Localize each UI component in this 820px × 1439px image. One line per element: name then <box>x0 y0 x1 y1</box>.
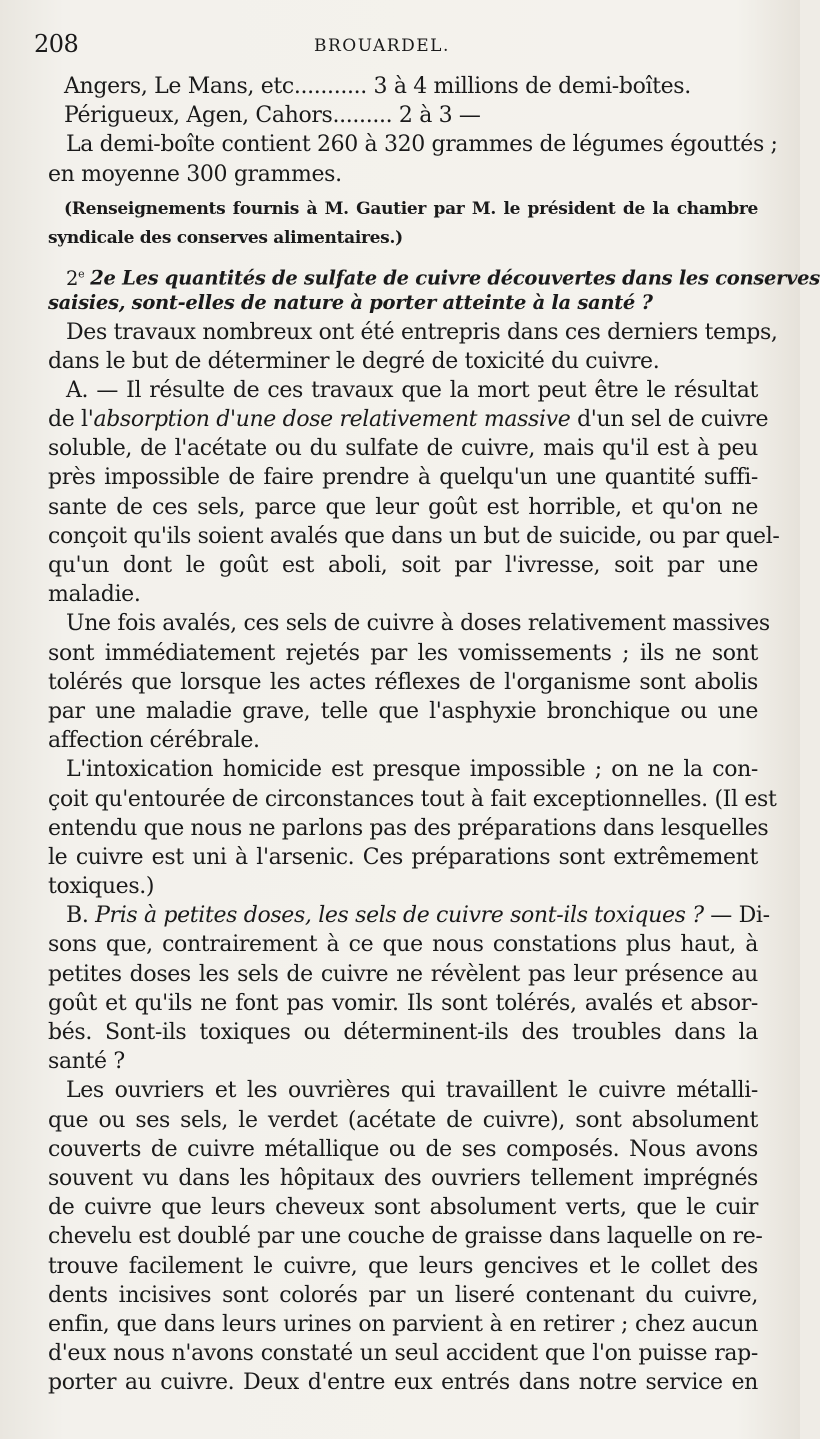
text-line: santé ? <box>48 1049 125 1075</box>
text-line: Des travaux nombreux ont été entrepris dans ces derniers temps, <box>66 319 778 345</box>
text-line: goût et qu'ils ne font pas vomir. Ils sont tolérés, avalés et absor- <box>48 990 758 1016</box>
page-header <box>34 30 770 60</box>
text-line: le cuivre est uni à l'arsenic. Ces préparations sont extrêmement <box>48 844 758 870</box>
text-line: couverts de cuivre métallique ou de ses composés. Nous avons <box>48 1136 758 1162</box>
source-note-line: syndicale des conserves alimentaires.) <box>48 227 403 248</box>
text-line: dans le but de déterminer le degré de toxicité du cuivre. <box>48 348 660 374</box>
body-text <box>48 72 820 1397</box>
text-line: porter au cuivre. Deux d'entre eux entrés dans notre service en <box>48 1370 758 1396</box>
text-line: conçoit qu'ils soient avalés que dans un but de suicide, ou par quel- <box>48 523 780 549</box>
text-line: bés. Sont-ils toxiques ou déterminent-ils des troubles dans la <box>48 1020 758 1045</box>
text-line: sont immédiatement rejetés par les vomissements ; ils ne sont <box>48 640 758 666</box>
production-row-perigueux: Périgueux, Agen, Cahors......... 2 à 3 — <box>64 103 481 129</box>
running-head: BROUARDEL. <box>314 36 450 56</box>
text-line: A. — Il résulte de ces travaux que la mort peut être le résultat <box>66 377 758 403</box>
text-run: B. <box>66 903 96 929</box>
text-line: d'eux nous n'avons constaté un seul accident que l'on puisse rap- <box>48 1341 758 1367</box>
text-line: L'intoxication homicide est presque impossible ; on ne la con- <box>66 757 758 783</box>
section-heading-line <box>48 259 820 290</box>
text-line: près impossible de faire prendre à quelqu'un une quantité suffi- <box>48 465 758 491</box>
text-line: entendu que nous ne parlons pas des préparations dans lesquelles <box>48 815 769 841</box>
text-line-mixed <box>48 901 770 930</box>
text-run: de l' <box>48 407 94 433</box>
text-line: de cuivre que leurs cheveux sont absolument verts, que le cuir <box>48 1195 758 1221</box>
text-line: toxiques.) <box>48 874 155 900</box>
italic-run: absorption d'une dose relativement massive <box>93 407 571 433</box>
page-number: 208 <box>34 30 79 58</box>
text-line: maladie. <box>48 582 141 608</box>
italic-run: Pris à petites doses, les sels de cuivre sont-ils toxiques ? <box>95 903 704 929</box>
text-line: Une fois avalés, ces sels de cuivre à doses relativement massives <box>66 611 770 637</box>
section-heading-line: saisies, sont-elles de nature à porter atteinte à la santé ? <box>48 291 653 315</box>
text-run: d'un sel de cuivre <box>570 407 769 433</box>
text-line: trouve facilement le cuivre, que leurs gencives et le collet des <box>48 1253 758 1279</box>
text-line: Les ouvriers et les ouvrières qui travaillent le cuivre métalli- <box>66 1078 758 1104</box>
section-question: 2e Les quantités de sulfate de cuivre découvertes dans les conserves <box>90 266 820 290</box>
section-number: 2e <box>66 266 85 290</box>
text-line: enfin, que dans leurs urines on parvient à en retirer ; chez aucun <box>48 1311 758 1337</box>
text-line: dents incisives sont colorés par un liseré contenant du cuivre, <box>48 1282 758 1308</box>
text-line: souvent vu dans les hôpitaux des ouvriers tellement imprégnés <box>48 1165 758 1191</box>
text-line: chevelu est doublé par une couche de graisse dans laquelle on re- <box>48 1224 763 1250</box>
text-line: qu'un dont le goût est aboli, soit par l'ivresse, soit par une <box>48 553 758 578</box>
text-run: — Di- <box>703 903 770 929</box>
text-line: La demi-boîte contient 260 à 320 grammes de légumes égouttés ; <box>66 132 778 158</box>
text-line: tolérés que lorsque les actes réflexes de l'organisme sont abolis <box>48 669 758 695</box>
text-line: que ou ses sels, le verdet (acétate de cuivre), sont absolument <box>48 1107 758 1133</box>
text-line: par une maladie grave, telle que l'asphyxie bronchique ou une <box>48 698 758 724</box>
text-line: en moyenne 300 grammes. <box>48 161 342 187</box>
text-line: petites doses les sels de cuivre ne révèlent pas leur présence au <box>48 961 758 987</box>
source-note-line: (Renseignements fournis à M. Gautier par M. le président de la chambre <box>64 198 758 219</box>
text-line: sons que, contrairement à ce que nous constations plus haut, à <box>48 932 758 958</box>
text-line: soluble, de l'acétate ou du sulfate de cuivre, mais qu'il est à peu <box>48 436 758 462</box>
text-line: affection cérébrale. <box>48 728 260 754</box>
production-row-angers: Angers, Le Mans, etc........... 3 à 4 millions de demi-boîtes. <box>64 74 691 99</box>
text-line: çoit qu'entourée de circonstances tout à fait exceptionnelles. (Il est <box>48 786 777 812</box>
text-line-mixed <box>48 405 769 434</box>
text-line: sante de ces sels, parce que leur goût est horrible, et qu'on ne <box>48 494 758 520</box>
